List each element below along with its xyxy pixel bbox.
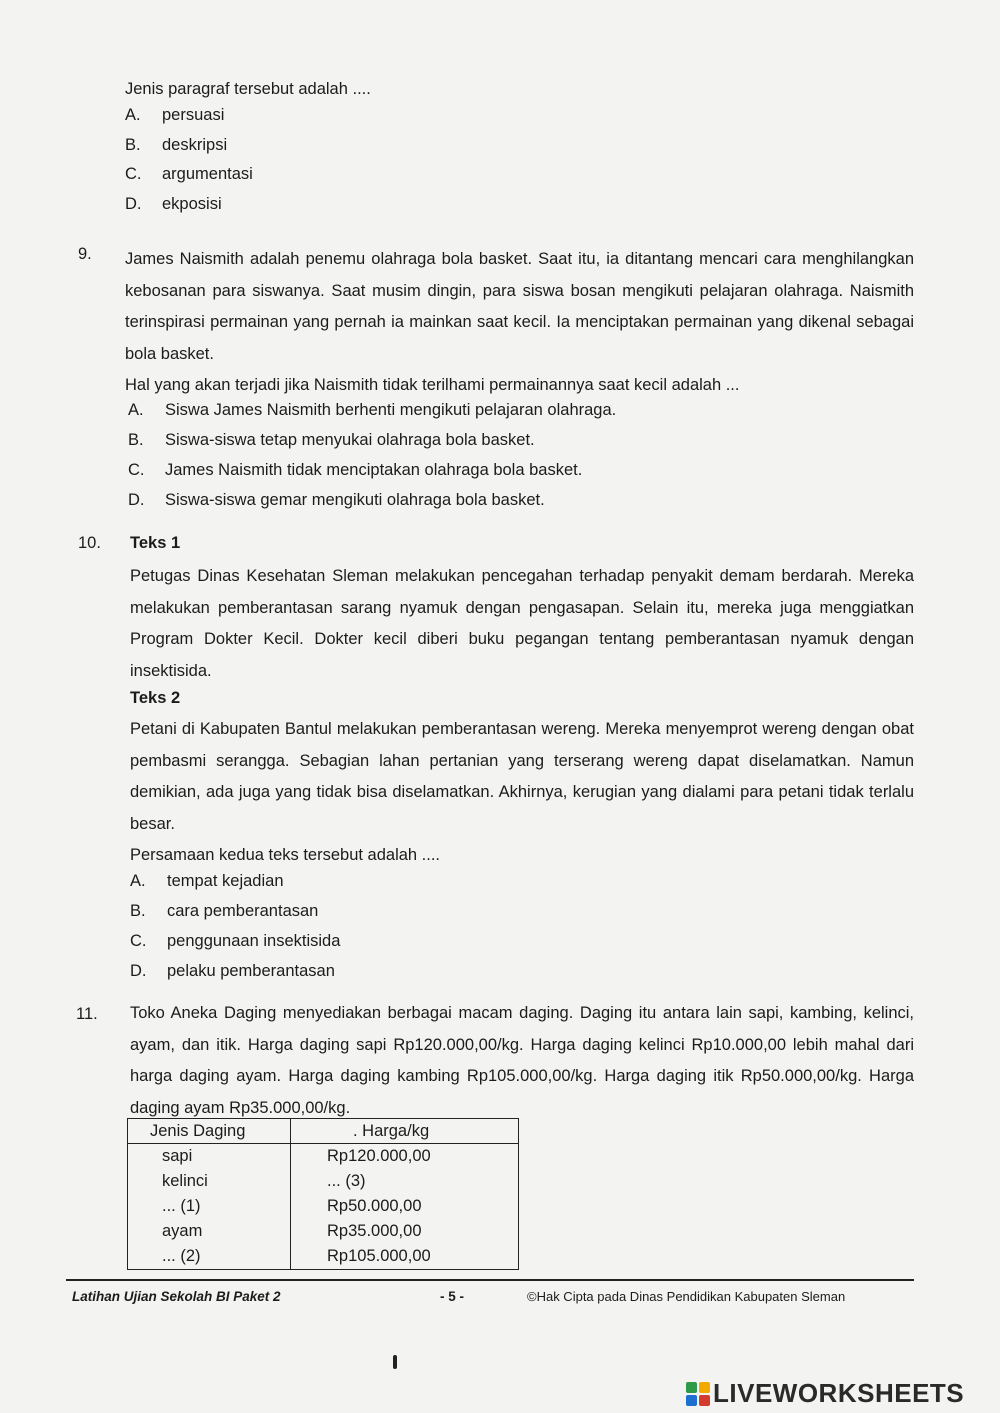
table-header-row xyxy=(128,1119,519,1144)
table-row xyxy=(128,1169,519,1194)
question-10-options xyxy=(130,872,340,992)
table-cell-blank-1[interactable]: ... (1) xyxy=(128,1194,291,1219)
question-9-option-b[interactable]: B. Siswa-siswa tetap menyukai olahraga bola basket. xyxy=(128,431,535,449)
question-10-teks2: Petani di Kabupaten Bantul melakukan pemberantasan wereng. Mereka menyemprot wereng dengan obat pembasmi serangga. Sebagian lahan pertanian yang terserang wereng dapat diselamatkan. Namun demikian, ada juga yang tidak bisa diselamatkan. Akhirnya, kerugian yang dialami para petani tidak terlalu besar. xyxy=(130,720,914,833)
question-9-number: 9. xyxy=(78,245,92,263)
liveworksheets-logo-text: LIVEWORKSHEETS xyxy=(713,1378,965,1408)
table-cell: Rp35.000,00 xyxy=(291,1219,519,1244)
question-10-option-b[interactable]: B. cara pemberantasan xyxy=(130,902,319,920)
table-row xyxy=(128,1194,519,1219)
question-10-number: 10. xyxy=(78,534,101,552)
question-10-teks1: Petugas Dinas Kesehatan Sleman melakukan pencegahan terhadap penyakit demam berdarah. Mereka melakukan pemberantasan sarang nyamuk dengan pengasapan. Selain itu, mereka juga menggiatkan Program Dokter Kecil. Dokter kecil diberi buku pegangan tentang pemberantasan nyamuk dengan insektisida. xyxy=(130,567,914,680)
question-8-option-d[interactable]: D. ekposisi xyxy=(125,194,222,213)
table-row xyxy=(128,1219,519,1244)
question-11-passage: Toko Aneka Daging menyediakan berbagai macam daging. Daging itu antara lain sapi, kambing, kelinci, ayam, dan itik. Harga daging sapi Rp120.000,00/kg. Harga daging kelinci Rp10.000,00 lebih mahal dari harga daging ayam. Harga daging kambing Rp105.000,00/kg. Harga daging itik Rp50.000,00/kg. Harga daging ayam Rp35.000,00/kg. xyxy=(130,1004,914,1117)
question-10-teks2-title: Teks 2 xyxy=(130,689,181,707)
question-8 xyxy=(125,80,371,224)
scan-mark xyxy=(393,1355,397,1369)
footer-title: Latihan Ujian Sekolah BI Paket 2 xyxy=(72,1289,281,1304)
question-9-options xyxy=(128,401,616,521)
question-9-option-d[interactable]: D. Siswa-siswa gemar mengikuti olahraga bola basket. xyxy=(128,491,545,509)
table-row xyxy=(128,1244,519,1270)
question-9-option-a[interactable]: A. Siswa James Naismith berhenti mengikuti pelajaran olahraga. xyxy=(128,401,617,419)
question-10-option-d[interactable]: D. pelaku pemberantasan xyxy=(130,962,335,980)
question-9-option-c[interactable]: C. James Naismith tidak menciptakan olahraga bola basket. xyxy=(128,461,583,479)
meat-price-table xyxy=(127,1118,519,1270)
table-cell: sapi xyxy=(128,1144,291,1170)
column-header-harga: . Harga/kg xyxy=(291,1119,519,1144)
footer-divider xyxy=(66,1279,914,1281)
question-9-question: Hal yang akan terjadi jika Naismith tidak terilhami permainannya saat kecil adalah ... xyxy=(125,376,740,394)
question-11-number: 11. xyxy=(76,1005,98,1023)
table-cell: ayam xyxy=(128,1219,291,1244)
table-cell: Rp120.000,00 xyxy=(291,1144,519,1170)
liveworksheets-logo-icon xyxy=(686,1382,710,1406)
table-cell: Rp105.000,00 xyxy=(291,1244,519,1270)
table-cell-blank-3[interactable]: ... (3) xyxy=(291,1169,519,1194)
question-8-option-c[interactable]: C. argumentasi xyxy=(125,165,253,183)
table-row xyxy=(128,1144,519,1170)
table-cell: kelinci xyxy=(128,1169,291,1194)
question-10-teks1-title: Teks 1 xyxy=(130,534,181,552)
question-8-stem: Jenis paragraf tersebut adalah .... xyxy=(125,80,371,98)
liveworksheets-logo xyxy=(686,1378,964,1409)
table-cell-blank-2[interactable]: ... (2) xyxy=(128,1244,291,1270)
question-9-passage: James Naismith adalah penemu olahraga bola basket. Saat itu, ia ditantang mencari cara menghilangkan kebosanan para siswanya. Saat musim dingin, para siswa bosan mengikuti pelajaran olahraga. Naismith terinspirasi permainan yang pernah ia mainkan saat kecil. Ia menciptakan permainan yang dikenal sebagai bola basket. xyxy=(125,250,914,363)
question-10-question: Persamaan kedua teks tersebut adalah .... xyxy=(130,846,441,864)
question-10-option-c[interactable]: C. penggunaan insektisida xyxy=(130,932,341,950)
footer-page-number: - 5 - xyxy=(440,1289,465,1304)
table-cell: Rp50.000,00 xyxy=(291,1194,519,1219)
question-8-option-a[interactable]: A. persuasi xyxy=(125,106,225,124)
question-8-option-b[interactable]: B. deskripsi xyxy=(125,135,228,154)
column-header-jenis-daging: Jenis Daging xyxy=(128,1119,291,1144)
footer-copyright: ©Hak Cipta pada Dinas Pendidikan Kabupaten Sleman xyxy=(527,1289,846,1304)
question-10-option-a[interactable]: A. tempat kejadian xyxy=(130,872,284,890)
